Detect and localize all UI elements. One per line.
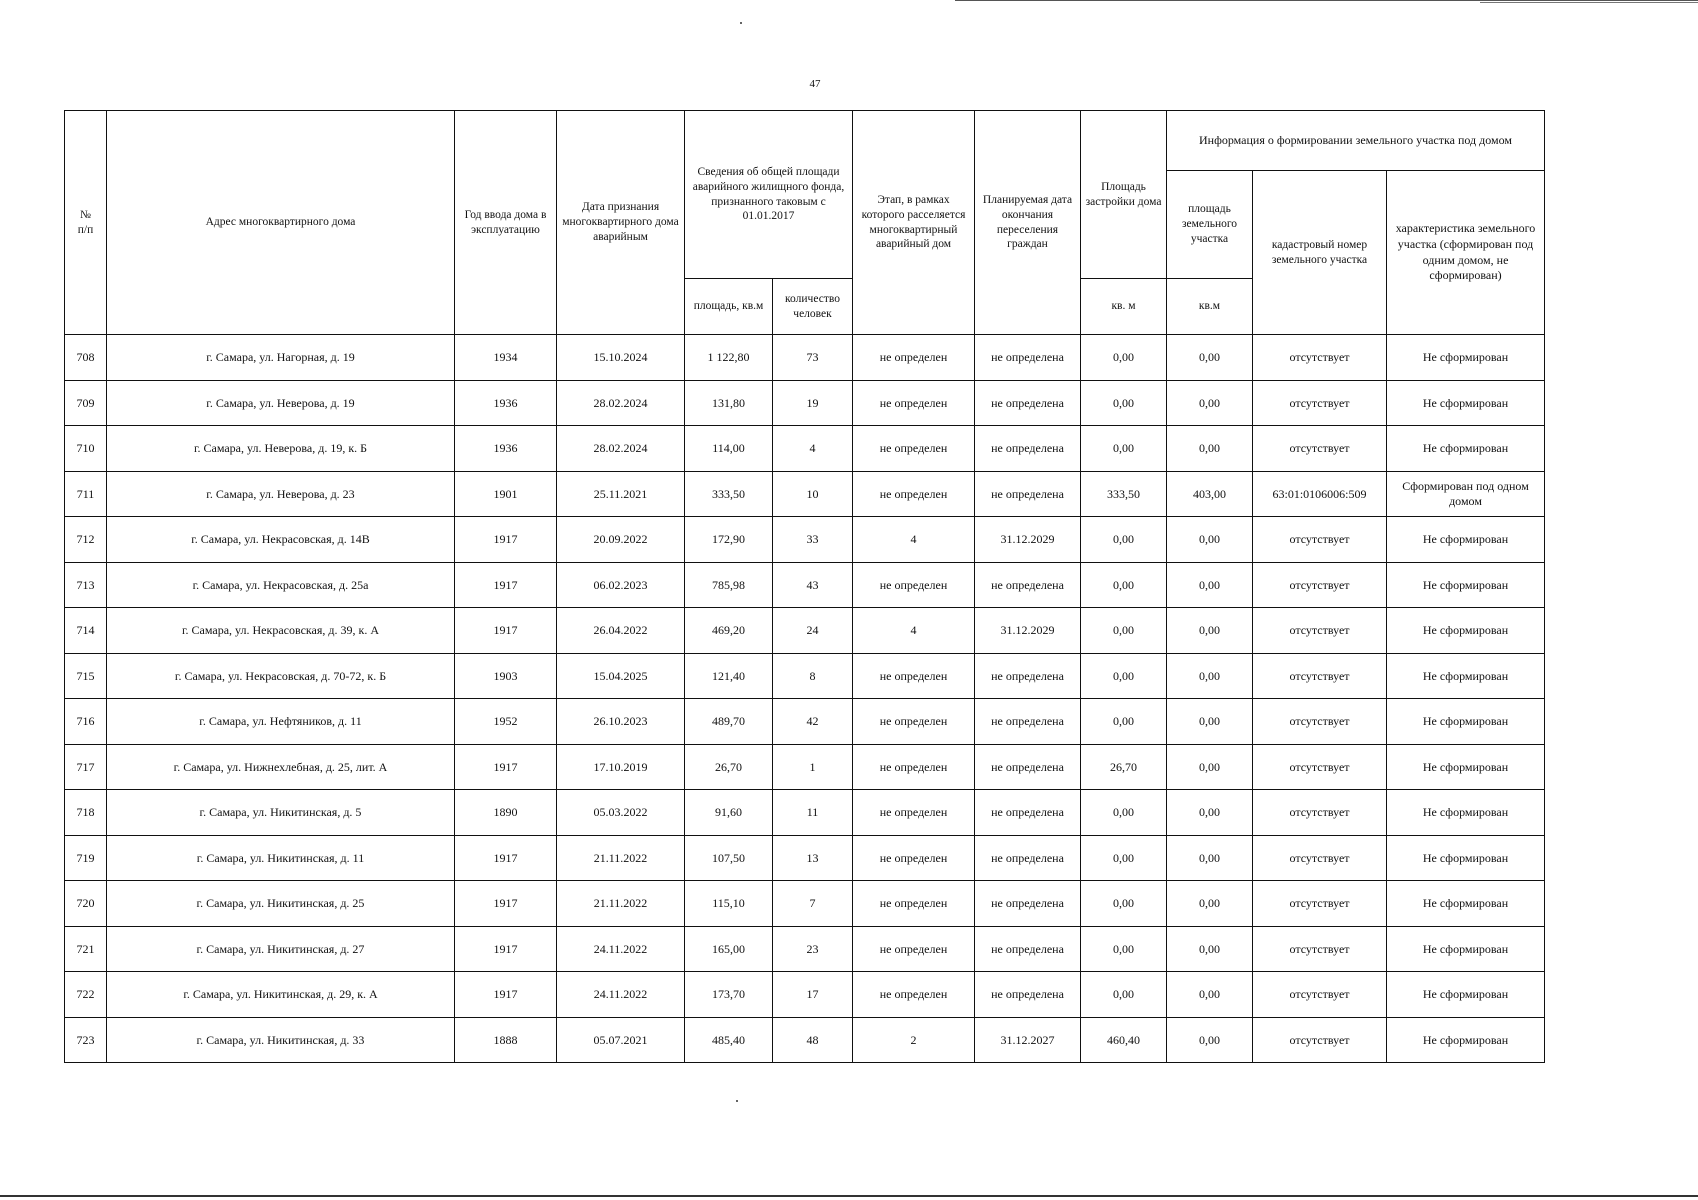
recognition-date-cell: 28.02.2024 xyxy=(557,426,685,472)
planned-date-cell: не определена xyxy=(975,471,1081,517)
year-cell: 1936 xyxy=(455,380,557,426)
year-cell: 1934 xyxy=(455,335,557,381)
recognition-date-cell: 26.10.2023 xyxy=(557,699,685,745)
land-area-cell: 0,00 xyxy=(1167,380,1253,426)
build-area-cell: 0,00 xyxy=(1081,426,1167,472)
cadastral-cell: 63:01:0106006:509 xyxy=(1253,471,1387,517)
recognition-date-cell: 15.04.2025 xyxy=(557,653,685,699)
year-cell: 1917 xyxy=(455,744,557,790)
address-cell: г. Самара, ул. Нижнехлебная, д. 25, лит. А xyxy=(107,744,455,790)
recognition-date-cell: 24.11.2022 xyxy=(557,926,685,972)
recognition-date-cell: 15.10.2024 xyxy=(557,335,685,381)
table-row xyxy=(65,562,1545,608)
row-num: 716 xyxy=(65,699,107,745)
year-cell: 1952 xyxy=(455,699,557,745)
cadastral-cell: отсутствует xyxy=(1253,608,1387,654)
people-count-cell: 33 xyxy=(773,517,853,563)
row-num: 719 xyxy=(65,835,107,881)
year-cell: 1890 xyxy=(455,790,557,836)
planned-date-cell: не определена xyxy=(975,380,1081,426)
characteristic-cell: Не сформирован xyxy=(1387,972,1545,1018)
area-cell: 489,70 xyxy=(685,699,773,745)
build-area-cell: 0,00 xyxy=(1081,835,1167,881)
land-area-cell: 0,00 xyxy=(1167,517,1253,563)
stage-cell: не определен xyxy=(853,881,975,927)
land-area-cell: 0,00 xyxy=(1167,790,1253,836)
stage-cell: не определен xyxy=(853,471,975,517)
characteristic-cell: Не сформирован xyxy=(1387,653,1545,699)
stage-cell: 2 xyxy=(853,1017,975,1063)
header-build-area: Площадь застройки дома xyxy=(1081,111,1167,279)
cadastral-cell: отсутствует xyxy=(1253,881,1387,927)
scan-speck xyxy=(736,1100,738,1102)
build-area-cell: 0,00 xyxy=(1081,380,1167,426)
build-area-cell: 460,40 xyxy=(1081,1017,1167,1063)
year-cell: 1888 xyxy=(455,1017,557,1063)
recognition-date-cell: 21.11.2022 xyxy=(557,881,685,927)
header-stage: Этап, в рамках которого расселяется многоквартирный аварийный дом xyxy=(853,111,975,335)
table-body xyxy=(65,335,1545,1063)
address-cell: г. Самара, ул. Нагорная, д. 19 xyxy=(107,335,455,381)
table-row xyxy=(65,699,1545,745)
row-num: 715 xyxy=(65,653,107,699)
table-row xyxy=(65,380,1545,426)
people-count-cell: 73 xyxy=(773,335,853,381)
stage-cell: не определен xyxy=(853,744,975,790)
build-area-cell: 0,00 xyxy=(1081,926,1167,972)
planned-date-cell: не определена xyxy=(975,926,1081,972)
header-num: № п/п xyxy=(65,111,107,335)
header-area-info: Сведения об общей площади аварийного жилищного фонда, признанного таковым с 01.01.2017 xyxy=(685,111,853,279)
cadastral-cell: отсутствует xyxy=(1253,972,1387,1018)
row-num: 718 xyxy=(65,790,107,836)
planned-date-cell: 31.12.2029 xyxy=(975,608,1081,654)
characteristic-cell: Не сформирован xyxy=(1387,608,1545,654)
area-cell: 114,00 xyxy=(685,426,773,472)
address-cell: г. Самара, ул. Некрасовская, д. 25а xyxy=(107,562,455,608)
area-cell: 785,98 xyxy=(685,562,773,608)
area-cell: 91,60 xyxy=(685,790,773,836)
planned-date-cell: не определена xyxy=(975,744,1081,790)
build-area-cell: 0,00 xyxy=(1081,608,1167,654)
area-cell: 121,40 xyxy=(685,653,773,699)
year-cell: 1917 xyxy=(455,517,557,563)
people-count-cell: 4 xyxy=(773,426,853,472)
scan-speck xyxy=(740,22,742,24)
planned-date-cell: не определена xyxy=(975,335,1081,381)
cadastral-cell: отсутствует xyxy=(1253,335,1387,381)
area-cell: 173,70 xyxy=(685,972,773,1018)
stage-cell: не определен xyxy=(853,790,975,836)
people-count-cell: 19 xyxy=(773,380,853,426)
table-row xyxy=(65,835,1545,881)
land-area-cell: 0,00 xyxy=(1167,562,1253,608)
stage-cell: 4 xyxy=(853,608,975,654)
header-people-sub: количество человек xyxy=(773,279,853,335)
people-count-cell: 43 xyxy=(773,562,853,608)
build-area-cell: 0,00 xyxy=(1081,517,1167,563)
row-num: 710 xyxy=(65,426,107,472)
characteristic-cell: Не сформирован xyxy=(1387,562,1545,608)
planned-date-cell: 31.12.2027 xyxy=(975,1017,1081,1063)
area-cell: 165,00 xyxy=(685,926,773,972)
row-num: 711 xyxy=(65,471,107,517)
scan-top-rule xyxy=(955,0,1698,1)
planned-date-cell: не определена xyxy=(975,835,1081,881)
recognition-date-cell: 25.11.2021 xyxy=(557,471,685,517)
header-planned-date: Планируемая дата окончания переселения граждан xyxy=(975,111,1081,335)
people-count-cell: 7 xyxy=(773,881,853,927)
cadastral-cell: отсутствует xyxy=(1253,426,1387,472)
planned-date-cell: 31.12.2029 xyxy=(975,517,1081,563)
table-row xyxy=(65,926,1545,972)
land-area-cell: 0,00 xyxy=(1167,1017,1253,1063)
build-area-cell: 26,70 xyxy=(1081,744,1167,790)
year-cell: 1917 xyxy=(455,881,557,927)
planned-date-cell: не определена xyxy=(975,790,1081,836)
cadastral-cell: отсутствует xyxy=(1253,699,1387,745)
header-build-area-unit: кв. м xyxy=(1081,279,1167,335)
address-cell: г. Самара, ул. Никитинская, д. 33 xyxy=(107,1017,455,1063)
area-cell: 333,50 xyxy=(685,471,773,517)
header-year: Год ввода дома в эксплуатацию xyxy=(455,111,557,335)
stage-cell: не определен xyxy=(853,699,975,745)
planned-date-cell: не определена xyxy=(975,562,1081,608)
land-area-cell: 0,00 xyxy=(1167,426,1253,472)
stage-cell: не определен xyxy=(853,426,975,472)
land-area-cell: 0,00 xyxy=(1167,926,1253,972)
recognition-date-cell: 21.11.2022 xyxy=(557,835,685,881)
people-count-cell: 1 xyxy=(773,744,853,790)
people-count-cell: 23 xyxy=(773,926,853,972)
build-area-cell: 0,00 xyxy=(1081,335,1167,381)
land-area-cell: 0,00 xyxy=(1167,699,1253,745)
address-cell: г. Самара, ул. Никитинская, д. 29, к. А xyxy=(107,972,455,1018)
year-cell: 1917 xyxy=(455,835,557,881)
build-area-cell: 0,00 xyxy=(1081,881,1167,927)
row-num: 713 xyxy=(65,562,107,608)
build-area-cell: 0,00 xyxy=(1081,653,1167,699)
cadastral-cell: отсутствует xyxy=(1253,744,1387,790)
people-count-cell: 8 xyxy=(773,653,853,699)
header-cadastral: кадастровый номер земельного участка xyxy=(1253,171,1387,335)
row-num: 708 xyxy=(65,335,107,381)
row-num: 723 xyxy=(65,1017,107,1063)
people-count-cell: 48 xyxy=(773,1017,853,1063)
year-cell: 1917 xyxy=(455,562,557,608)
year-cell: 1917 xyxy=(455,608,557,654)
row-num: 722 xyxy=(65,972,107,1018)
planned-date-cell: не определена xyxy=(975,653,1081,699)
land-area-cell: 0,00 xyxy=(1167,972,1253,1018)
table-row xyxy=(65,1017,1545,1063)
stage-cell: не определен xyxy=(853,653,975,699)
row-num: 714 xyxy=(65,608,107,654)
row-num: 709 xyxy=(65,380,107,426)
header-characteristic: характеристика земельного участка (сформирован под одним домом, не сформирован) xyxy=(1387,171,1545,335)
cadastral-cell: отсутствует xyxy=(1253,790,1387,836)
area-cell: 131,80 xyxy=(685,380,773,426)
table-row xyxy=(65,426,1545,472)
table-row xyxy=(65,335,1545,381)
page-number: 47 xyxy=(809,78,821,90)
cadastral-cell: отсутствует xyxy=(1253,517,1387,563)
characteristic-cell: Не сформирован xyxy=(1387,744,1545,790)
stage-cell: 4 xyxy=(853,517,975,563)
table-row xyxy=(65,653,1545,699)
scan-top-rule-short xyxy=(1480,2,1698,3)
cadastral-cell: отсутствует xyxy=(1253,1017,1387,1063)
characteristic-cell: Не сформирован xyxy=(1387,790,1545,836)
address-cell: г. Самара, ул. Нефтяников, д. 11 xyxy=(107,699,455,745)
land-area-cell: 0,00 xyxy=(1167,653,1253,699)
stage-cell: не определен xyxy=(853,562,975,608)
area-cell: 115,10 xyxy=(685,881,773,927)
stage-cell: не определен xyxy=(853,380,975,426)
scan-bottom-rule xyxy=(0,1195,1698,1197)
address-cell: г. Самара, ул. Некрасовская, д. 14В xyxy=(107,517,455,563)
characteristic-cell: Не сформирован xyxy=(1387,881,1545,927)
table-row xyxy=(65,790,1545,836)
characteristic-cell: Не сформирован xyxy=(1387,517,1545,563)
header-address: Адрес многоквартирного дома xyxy=(107,111,455,335)
recognition-date-cell: 17.10.2019 xyxy=(557,744,685,790)
year-cell: 1917 xyxy=(455,972,557,1018)
cadastral-cell: отсутствует xyxy=(1253,653,1387,699)
area-cell: 1 122,80 xyxy=(685,335,773,381)
header-land-area-unit: кв.м xyxy=(1167,279,1253,335)
address-cell: г. Самара, ул. Некрасовская, д. 39, к. А xyxy=(107,608,455,654)
cadastral-cell: отсутствует xyxy=(1253,380,1387,426)
people-count-cell: 13 xyxy=(773,835,853,881)
build-area-cell: 0,00 xyxy=(1081,790,1167,836)
characteristic-cell: Не сформирован xyxy=(1387,380,1545,426)
people-count-cell: 42 xyxy=(773,699,853,745)
stage-cell: не определен xyxy=(853,926,975,972)
characteristic-cell: Не сформирован xyxy=(1387,1017,1545,1063)
address-cell: г. Самара, ул. Неверова, д. 19, к. Б xyxy=(107,426,455,472)
build-area-cell: 0,00 xyxy=(1081,699,1167,745)
area-cell: 485,40 xyxy=(685,1017,773,1063)
year-cell: 1936 xyxy=(455,426,557,472)
address-cell: г. Самара, ул. Никитинская, д. 25 xyxy=(107,881,455,927)
characteristic-cell: Не сформирован xyxy=(1387,926,1545,972)
cadastral-cell: отсутствует xyxy=(1253,926,1387,972)
year-cell: 1903 xyxy=(455,653,557,699)
header-date-recognition: Дата признания многоквартирного дома аварийным xyxy=(557,111,685,335)
people-count-cell: 11 xyxy=(773,790,853,836)
people-count-cell: 10 xyxy=(773,471,853,517)
address-cell: г. Самара, ул. Никитинская, д. 11 xyxy=(107,835,455,881)
characteristic-cell: Не сформирован xyxy=(1387,835,1545,881)
area-cell: 26,70 xyxy=(685,744,773,790)
row-num: 720 xyxy=(65,881,107,927)
cadastral-cell: отсутствует xyxy=(1253,835,1387,881)
emergency-housing-table xyxy=(64,110,1545,1063)
build-area-cell: 333,50 xyxy=(1081,471,1167,517)
planned-date-cell: не определена xyxy=(975,426,1081,472)
people-count-cell: 17 xyxy=(773,972,853,1018)
row-num: 717 xyxy=(65,744,107,790)
characteristic-cell: Не сформирован xyxy=(1387,699,1545,745)
header-land-area: площадь земельного участка xyxy=(1167,171,1253,279)
land-area-cell: 0,00 xyxy=(1167,744,1253,790)
row-num: 712 xyxy=(65,517,107,563)
table-row xyxy=(65,471,1545,517)
address-cell: г. Самара, ул. Некрасовская, д. 70-72, к. Б xyxy=(107,653,455,699)
stage-cell: не определен xyxy=(853,972,975,1018)
recognition-date-cell: 06.02.2023 xyxy=(557,562,685,608)
area-cell: 107,50 xyxy=(685,835,773,881)
stage-cell: не определен xyxy=(853,335,975,381)
area-cell: 172,90 xyxy=(685,517,773,563)
stage-cell: не определен xyxy=(853,835,975,881)
recognition-date-cell: 24.11.2022 xyxy=(557,972,685,1018)
table-row xyxy=(65,881,1545,927)
planned-date-cell: не определена xyxy=(975,699,1081,745)
year-cell: 1917 xyxy=(455,926,557,972)
land-area-cell: 0,00 xyxy=(1167,608,1253,654)
address-cell: г. Самара, ул. Неверова, д. 19 xyxy=(107,380,455,426)
table-row xyxy=(65,744,1545,790)
table-row xyxy=(65,517,1545,563)
planned-date-cell: не определена xyxy=(975,972,1081,1018)
area-cell: 469,20 xyxy=(685,608,773,654)
row-num: 721 xyxy=(65,926,107,972)
land-area-cell: 403,00 xyxy=(1167,471,1253,517)
build-area-cell: 0,00 xyxy=(1081,562,1167,608)
year-cell: 1901 xyxy=(455,471,557,517)
planned-date-cell: не определена xyxy=(975,881,1081,927)
build-area-cell: 0,00 xyxy=(1081,972,1167,1018)
cadastral-cell: отсутствует xyxy=(1253,562,1387,608)
address-cell: г. Самара, ул. Никитинская, д. 27 xyxy=(107,926,455,972)
land-area-cell: 0,00 xyxy=(1167,881,1253,927)
characteristic-cell: Сформирован под одном домом xyxy=(1387,471,1545,517)
characteristic-cell: Не сформирован xyxy=(1387,426,1545,472)
table-row xyxy=(65,608,1545,654)
land-area-cell: 0,00 xyxy=(1167,335,1253,381)
recognition-date-cell: 20.09.2022 xyxy=(557,517,685,563)
recognition-date-cell: 05.07.2021 xyxy=(557,1017,685,1063)
characteristic-cell: Не сформирован xyxy=(1387,335,1545,381)
address-cell: г. Самара, ул. Никитинская, д. 5 xyxy=(107,790,455,836)
header-land-info: Информация о формировании земельного участка под домом xyxy=(1167,111,1545,171)
people-count-cell: 24 xyxy=(773,608,853,654)
address-cell: г. Самара, ул. Неверова, д. 23 xyxy=(107,471,455,517)
table-row xyxy=(65,972,1545,1018)
recognition-date-cell: 28.02.2024 xyxy=(557,380,685,426)
recognition-date-cell: 05.03.2022 xyxy=(557,790,685,836)
header-area-sub: площадь, кв.м xyxy=(685,279,773,335)
recognition-date-cell: 26.04.2022 xyxy=(557,608,685,654)
land-area-cell: 0,00 xyxy=(1167,835,1253,881)
